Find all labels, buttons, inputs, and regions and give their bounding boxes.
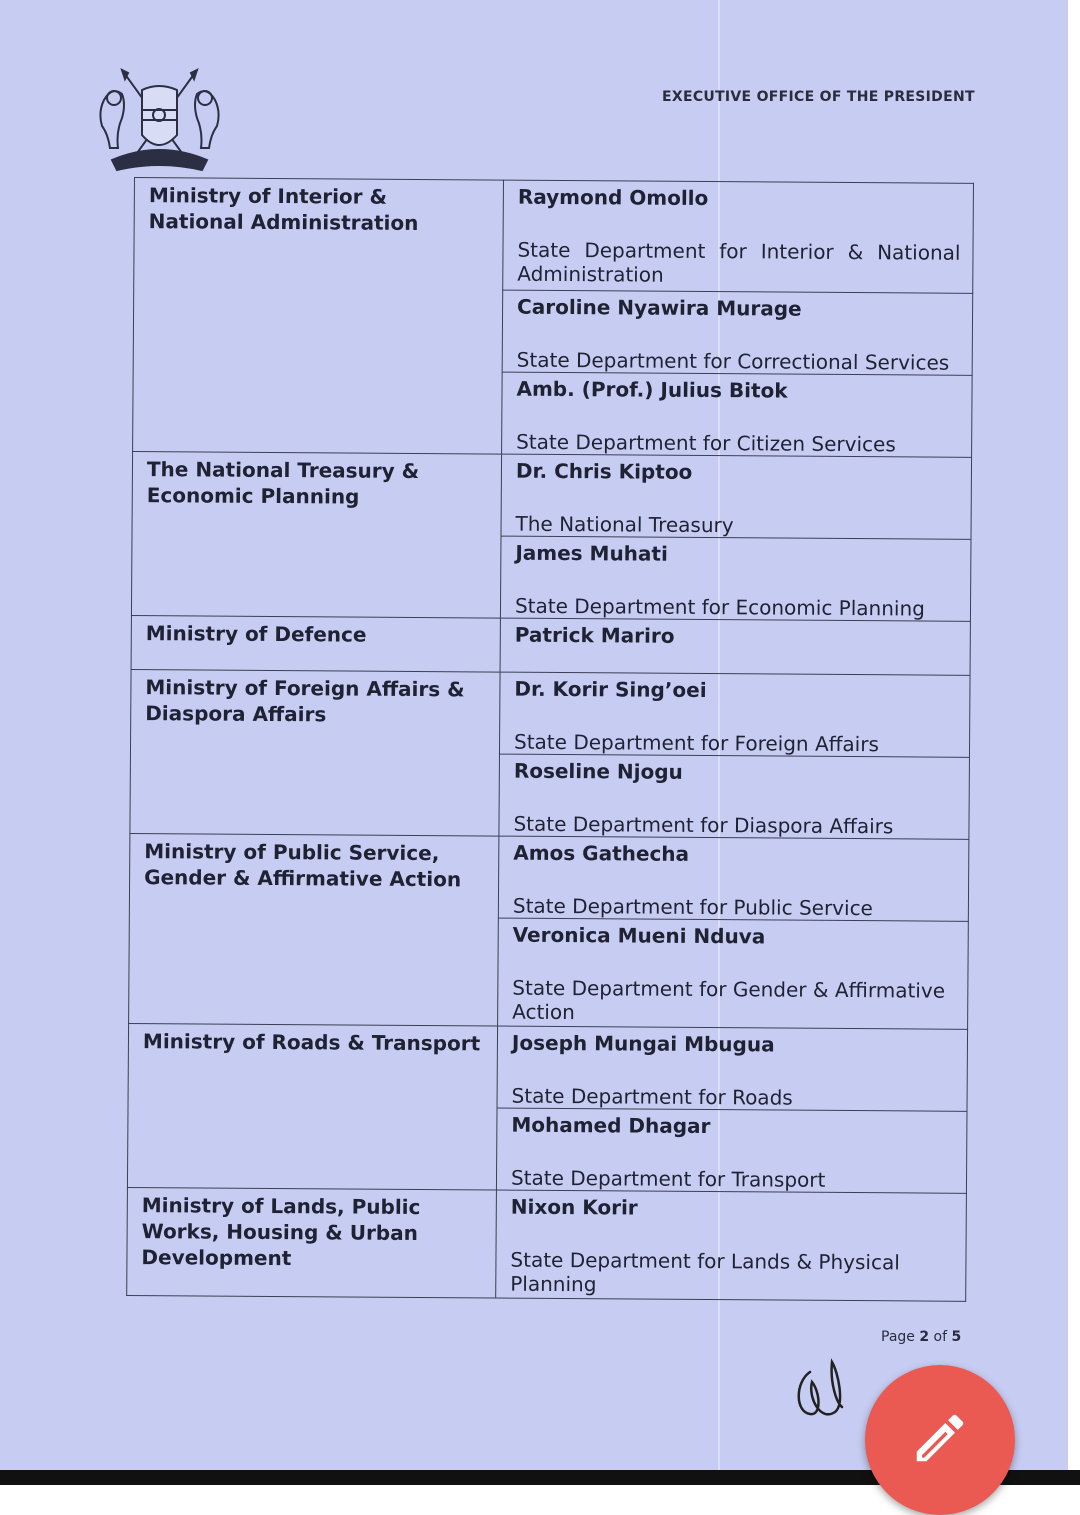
appointments-table	[126, 177, 974, 1302]
ministry-name: Ministry of Foreign Affairs & Diaspora Affairs	[145, 675, 465, 727]
department-name: State Department for Foreign Affairs	[513, 729, 880, 757]
appointee-cell	[500, 536, 971, 621]
table-row	[128, 1023, 968, 1111]
table-row	[131, 615, 970, 675]
department-name: State Department for Economic Planning	[514, 593, 925, 621]
page-current: 2	[919, 1329, 930, 1345]
appointee-name: Nixon Korir	[510, 1194, 638, 1220]
department-name: State Department for Transport	[510, 1165, 826, 1192]
ministry-cell	[127, 1023, 497, 1190]
header-title: EXECUTIVE OFFICE OF THE PRESIDENT	[662, 89, 975, 105]
page-number	[881, 1329, 961, 1345]
appointee-cell	[500, 618, 970, 675]
signature-initials	[790, 1352, 850, 1427]
department-name: State Department for Public Service	[512, 893, 873, 921]
ministry-cell	[131, 615, 500, 672]
appointee-name: James Muhati	[515, 540, 668, 566]
appointee-cell	[502, 372, 973, 457]
appointee-name: Amb. (Prof.) Julius Bitok	[516, 376, 788, 403]
appointee-name: Roseline Njogu	[513, 758, 683, 784]
appointee-cell	[501, 454, 972, 539]
appointee-name: Mohamed Dhagar	[511, 1112, 711, 1139]
table-row	[130, 669, 970, 757]
table-row	[132, 451, 972, 539]
appointee-cell	[498, 918, 969, 1029]
appointee-name: Dr. Chris Kiptoo	[515, 458, 693, 484]
department-name: State Department for Roads	[511, 1083, 793, 1110]
ministry-name: Ministry of Lands, Public Works, Housing & Urban Development	[141, 1193, 421, 1271]
appointee-cell	[502, 290, 973, 375]
appointee-cell	[503, 180, 974, 293]
ministry-cell	[130, 669, 500, 836]
ministry-cell	[133, 178, 504, 455]
appointee-cell	[499, 672, 970, 757]
ministry-name: Ministry of Interior & National Administration	[148, 183, 419, 235]
ministry-cell	[127, 1187, 497, 1298]
appointee-name: Patrick Mariro	[514, 622, 675, 648]
appointee-cell	[497, 1026, 968, 1111]
page-of: of	[929, 1329, 952, 1345]
ministry-cell	[131, 451, 501, 618]
page-total: 5	[951, 1329, 962, 1345]
appointee-name: Veronica Mueni Nduva	[512, 922, 766, 949]
department-name: The National Treasury	[515, 511, 734, 538]
page-prefix: Page	[881, 1329, 920, 1345]
ministry-name: Ministry of Defence	[145, 621, 367, 647]
appointee-cell	[498, 836, 969, 921]
table-row	[127, 1187, 967, 1301]
pencil-edit-icon	[909, 1407, 971, 1469]
department-name: State Department for Correctional Services	[516, 347, 950, 375]
appointee-cell	[499, 754, 970, 839]
department-name: State Department for Gender & Affirmative Action	[512, 975, 946, 1025]
department-name: State Department for Lands & Physical Planning	[510, 1247, 900, 1297]
appointee-cell	[496, 1190, 967, 1301]
ministry-name: The National Treasury & Economic Planning	[146, 457, 420, 509]
appointee-name: Joseph Mungai Mbugua	[511, 1030, 775, 1057]
appointee-name: Caroline Nyawira Murage	[517, 294, 802, 321]
edit-fab-button[interactable]	[865, 1365, 1015, 1515]
department-name: State Department for Diaspora Affairs	[513, 811, 894, 839]
appointee-name: Dr. Korir Sing’oei	[514, 676, 707, 703]
appointee-name: Raymond Omollo	[517, 184, 709, 211]
department-name: State Department for Citizen Services	[516, 429, 896, 457]
appointee-name: Amos Gathecha	[513, 840, 690, 866]
table-row	[129, 833, 969, 921]
ministry-name: Ministry of Roads & Transport	[142, 1029, 481, 1056]
appointee-cell	[496, 1108, 967, 1193]
ministry-cell	[129, 833, 499, 1026]
table-row	[134, 178, 974, 294]
ministry-name: Ministry of Public Service, Gender & Affirmative Action	[144, 839, 462, 892]
department-name: State Department for Interior & National Administration	[517, 237, 961, 287]
kenya-coat-of-arms-icon	[92, 60, 227, 175]
